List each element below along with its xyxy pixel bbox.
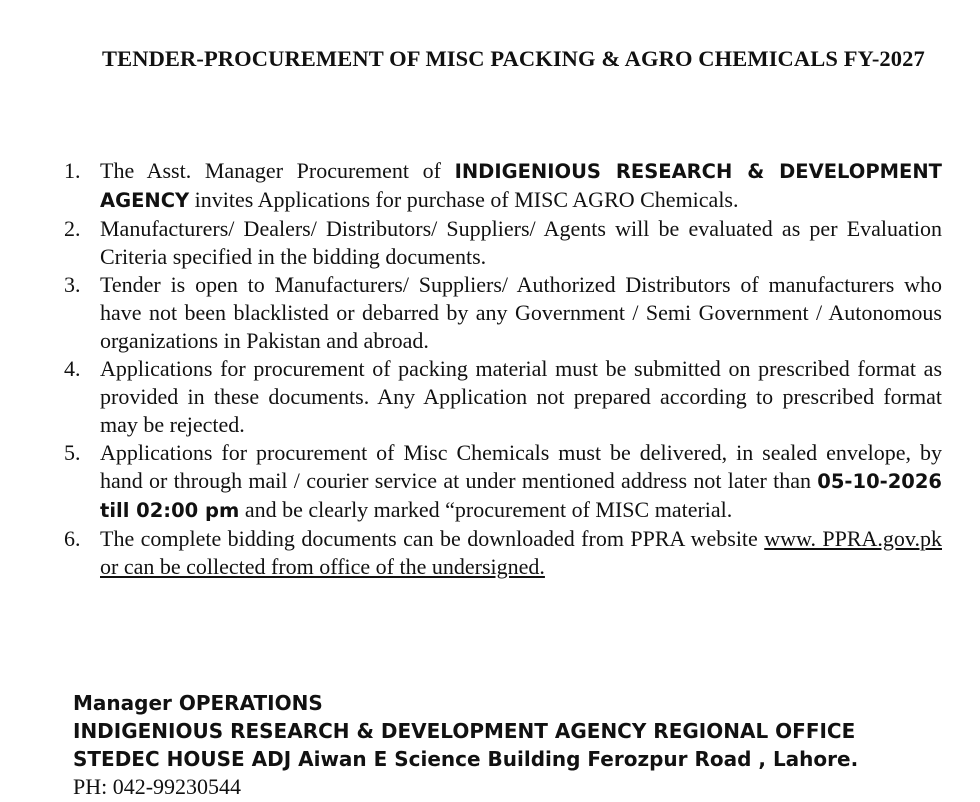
document-title: TENDER-PROCUREMENT OF MISC PACKING & AGRO CHEMICALS FY-2027 <box>102 46 925 71</box>
office-address: STEDEC HOUSE ADJ Aiwan E Science Building Ferozpur Road , Lahore. <box>73 747 859 771</box>
item-text: Tender is open to Manufacturers/ Suppliers/ Authorized Distributors of manufacturers who have not been blacklisted or debarred by any Government / Semi Government / Autonomous organizations in Pakistan and abroad. <box>100 272 942 353</box>
item-text: Manufacturers/ Dealers/ Distributors/ Suppliers/ Agents will be evaluated as per Evaluation Criteria specified in the bidding documents. <box>100 216 942 269</box>
list-item <box>58 525 942 581</box>
signature-block <box>73 689 953 801</box>
item-text-part: and be clearly marked “procurement of MISC material. <box>239 497 733 522</box>
item-number: 1. <box>64 158 81 183</box>
office-phone: PH: 042-99230544 <box>73 774 242 799</box>
ppra-website-link[interactable]: www. PPRA.gov.pk or can be collected from office of the undersigned. <box>100 526 942 579</box>
item-number: 2. <box>64 216 81 241</box>
list-item <box>58 355 942 439</box>
item-text-part: The Asst. Manager Procurement of <box>100 158 455 183</box>
list-item <box>58 157 942 215</box>
item-text-part: Applications for procurement of Misc Chemicals must be delivered, in sealed envelope, by hand or through mail / courier service at under mentioned address not later than <box>100 440 942 493</box>
item-number: 6. <box>64 526 81 551</box>
item-text-part: The complete bidding documents can be downloaded from PPRA website <box>100 526 765 551</box>
item-number: 5. <box>64 440 81 465</box>
list-item <box>58 439 942 525</box>
item-number: 3. <box>64 272 81 297</box>
item-text <box>100 439 942 525</box>
list-item <box>58 271 942 355</box>
item-text <box>100 525 942 581</box>
item-text <box>100 157 942 215</box>
deadline-bold: 05-10-2026 till 02:00 pm <box>100 470 942 522</box>
agency-name-bold: INDIGENIOUS RESEARCH & DEVELOPMENT AGENCY <box>100 160 942 212</box>
office-name: INDIGENIOUS RESEARCH & DEVELOPMENT AGENCY REGIONAL OFFICE <box>73 719 856 743</box>
item-text: Applications for procurement of packing material must be submitted on prescribed format as provided in these documents. Any Application not prepared according to prescribed format may be rejected. <box>100 356 942 437</box>
list-item <box>58 215 942 271</box>
item-text-part: invites Applications for purchase of MISC AGRO Chemicals. <box>189 187 739 212</box>
item-number: 4. <box>64 356 81 381</box>
signatory-title: Manager OPERATIONS <box>73 691 323 715</box>
tender-terms-list <box>58 157 942 581</box>
